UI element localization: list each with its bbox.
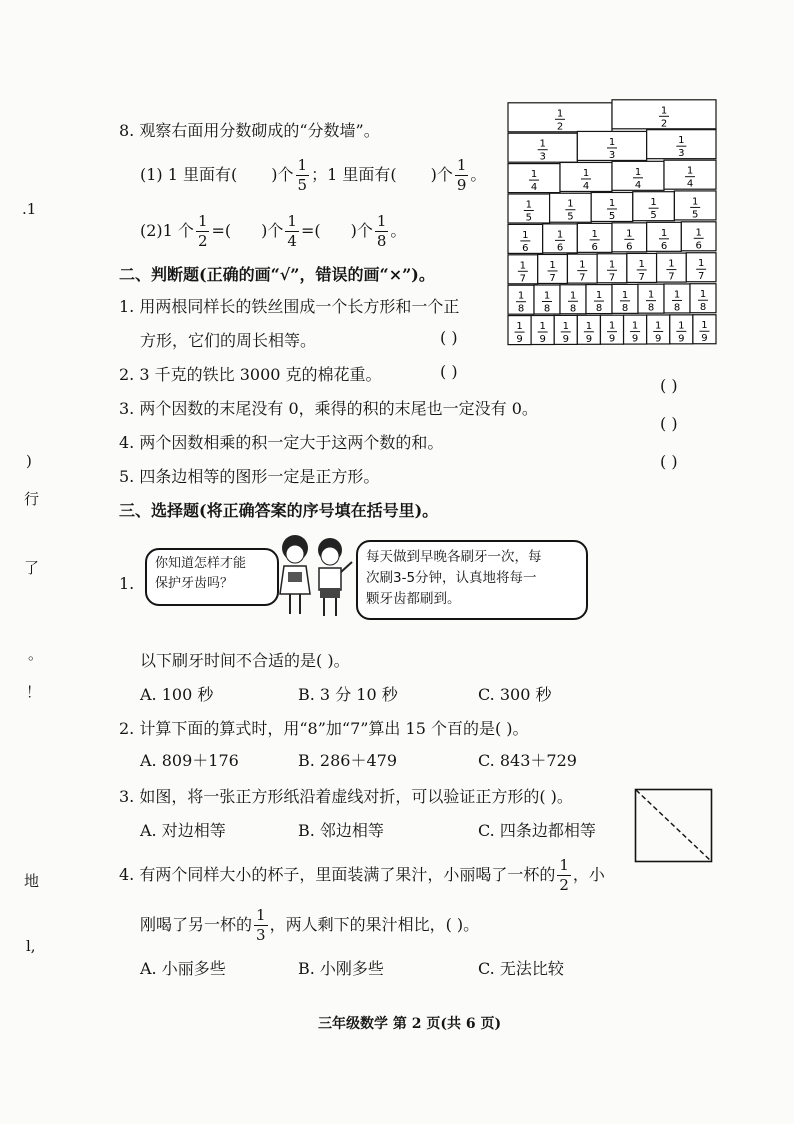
wall-row xyxy=(508,100,716,133)
q4-text: ，小 xyxy=(572,865,605,884)
wall-numerator: 1 xyxy=(608,259,616,271)
wall-numerator: 1 xyxy=(569,290,577,302)
wall-row xyxy=(508,284,716,315)
wall-denominator: 9 xyxy=(631,333,639,345)
q4-text: ，两人剩下的果汁相比，( )。 xyxy=(269,915,480,934)
wall-denominator: 7 xyxy=(697,271,705,283)
kids-illustration xyxy=(268,532,360,620)
wall-numerator: 1 xyxy=(539,320,546,332)
wall-denominator: 5 xyxy=(650,210,657,222)
margin-mark: .1 xyxy=(22,200,37,218)
wall-denominator: 7 xyxy=(549,272,556,284)
wall-numerator: 1 xyxy=(660,227,668,239)
wall-numerator: 1 xyxy=(626,228,633,240)
wall-denominator: 5 xyxy=(608,210,616,222)
margin-mark: ！ xyxy=(26,683,42,701)
fraction: $\frac{1}{8}$ xyxy=(376,212,387,250)
q1-number: 1. xyxy=(119,574,135,593)
q8-p1-text: ；1 里面有( xyxy=(311,165,397,184)
option-b[interactable]: B. 286＋479 xyxy=(298,751,398,770)
wall-row xyxy=(508,160,716,193)
wall-numerator: 1 xyxy=(591,228,598,240)
fraction: $\frac{1}{2}$ xyxy=(559,856,569,894)
answer-paren[interactable]: ( ) xyxy=(660,414,678,433)
fraction: $\frac{1}{4}$ xyxy=(287,212,297,250)
wall-numerator: 1 xyxy=(585,320,593,332)
wall-denominator: 4 xyxy=(530,182,538,194)
wall-numerator: 1 xyxy=(582,167,590,179)
wall-denominator: 6 xyxy=(626,241,633,253)
wall-denominator: 4 xyxy=(582,180,590,192)
judge-item-1-cont: 方形，它们的周长相等。 xyxy=(140,331,317,350)
wall-numerator: 1 xyxy=(543,290,551,302)
q2-stem: 2. 计算下面的算式时，用“8”加“7”算出 15 个百的是( )。 xyxy=(119,719,529,738)
wall-row xyxy=(508,253,716,285)
wall-numerator: 1 xyxy=(562,320,569,332)
wall-numerator: 1 xyxy=(567,198,574,210)
wall-numerator: 1 xyxy=(522,229,529,241)
q4-line2 xyxy=(140,908,479,943)
fraction: $\frac{1}{9}$ xyxy=(456,156,467,194)
speech-bubble-right xyxy=(356,540,588,620)
wall-denominator: 2 xyxy=(556,121,564,133)
wall-numerator: 1 xyxy=(539,138,546,150)
wall-denominator: 4 xyxy=(634,179,642,191)
wall-denominator: 8 xyxy=(517,303,525,315)
option-a[interactable]: A. 对边相等 xyxy=(140,821,226,840)
fraction: $\frac{1}{5}$ xyxy=(297,156,308,194)
wall-denominator: 8 xyxy=(699,302,707,314)
wall-denominator: 9 xyxy=(585,333,593,345)
wall-denominator: 6 xyxy=(660,240,668,252)
wall-denominator: 6 xyxy=(695,240,702,252)
wall-denominator: 3 xyxy=(608,149,616,161)
wall-numerator: 1 xyxy=(519,260,527,272)
wall-denominator: 6 xyxy=(591,241,598,253)
wall-denominator: 6 xyxy=(522,242,529,254)
wall-denominator: 4 xyxy=(686,178,694,190)
fraction: $\frac{1}{2}$ xyxy=(197,212,208,250)
bubble-line: 次刷3-5分钟，认真地将每一 xyxy=(366,570,537,586)
wall-numerator: 1 xyxy=(517,290,525,302)
wall-row xyxy=(508,130,716,163)
wall-numerator: 1 xyxy=(695,227,702,239)
wall-denominator: 3 xyxy=(678,148,685,160)
wall-numerator: 1 xyxy=(608,197,616,209)
wall-denominator: 2 xyxy=(660,118,668,130)
wall-numerator: 1 xyxy=(678,320,685,332)
q4-text: 4. 有两个同样大小的杯子，里面装满了果汁，小丽喝了一杯的 xyxy=(119,865,556,884)
bubble-line: 保护牙齿吗？ xyxy=(155,576,234,591)
wall-numerator: 1 xyxy=(608,320,616,332)
wall-denominator: 9 xyxy=(562,333,569,345)
wall-numerator: 1 xyxy=(634,166,642,178)
page-footer: 三年级数学 第 2 页(共 6 页) xyxy=(318,1016,502,1032)
wall-numerator: 1 xyxy=(621,289,629,301)
judge-item-1: 1. 用两根同样长的铁丝围成一个长方形和一个正 xyxy=(119,297,460,316)
wall-denominator: 8 xyxy=(673,302,681,314)
wall-row xyxy=(508,315,716,345)
q8-p2-text: )个 xyxy=(261,221,284,240)
wall-numerator: 1 xyxy=(525,199,532,211)
wall-numerator: 1 xyxy=(650,197,657,209)
wall-numerator: 1 xyxy=(678,135,685,147)
wall-numerator: 1 xyxy=(647,289,655,301)
answer-paren[interactable]: ( ) xyxy=(660,452,678,471)
option-b[interactable]: B. 邻边相等 xyxy=(298,821,384,840)
wall-numerator: 1 xyxy=(686,165,694,177)
q1-stem: 以下刷牙时间不合适的是( )。 xyxy=(140,651,350,670)
wall-numerator: 1 xyxy=(668,258,675,270)
wall-row xyxy=(508,222,716,254)
wall-denominator: 8 xyxy=(647,302,655,314)
q4-text: 刚喝了另一杯的 xyxy=(140,915,253,934)
judge-item-2: 2. 3 千克的铁比 3000 克的棉花重。 xyxy=(119,365,382,384)
wall-numerator: 1 xyxy=(638,258,645,270)
option-b[interactable]: B. 小刚多些 xyxy=(298,959,384,978)
wall-numerator: 1 xyxy=(655,320,662,332)
option-c[interactable]: C. 843＋729 xyxy=(478,751,577,770)
wall-denominator: 7 xyxy=(668,271,675,283)
option-a[interactable]: A. 809＋176 xyxy=(140,751,239,770)
wall-row xyxy=(508,191,716,224)
answer-paren[interactable]: ( ) xyxy=(440,328,458,347)
section2-title: 二、判断题(正确的画“√”，错误的画“×”)。 xyxy=(119,265,435,284)
q8-part1 xyxy=(140,158,486,193)
wall-numerator: 1 xyxy=(660,105,668,117)
wall-denominator: 8 xyxy=(543,303,551,315)
q8-part2 xyxy=(140,214,406,249)
q4-line1 xyxy=(119,858,605,893)
wall-numerator: 1 xyxy=(701,320,708,332)
wall-denominator: 9 xyxy=(516,334,523,346)
answer-paren[interactable]: ( ) xyxy=(660,376,678,395)
period: 。 xyxy=(470,165,487,184)
wall-numerator: 1 xyxy=(556,229,564,241)
wall-denominator: 7 xyxy=(579,272,586,284)
wall-denominator: 5 xyxy=(692,209,699,221)
wall-numerator: 1 xyxy=(556,108,564,120)
wall-denominator: 9 xyxy=(701,333,708,345)
bubble-line: 颗牙齿都刷到。 xyxy=(366,591,461,607)
wall-numerator: 1 xyxy=(699,289,707,301)
margin-mark: 了 xyxy=(24,559,40,577)
wall-numerator: 1 xyxy=(673,289,681,301)
q8-p1-text: (1) 1 里面有( xyxy=(140,165,238,184)
option-c[interactable]: C. 无法比较 xyxy=(478,959,564,978)
wall-denominator: 5 xyxy=(567,211,574,223)
q8-p1-text: )个 xyxy=(271,165,294,184)
q8-p1-text: )个 xyxy=(430,165,453,184)
wall-numerator: 1 xyxy=(631,320,639,332)
wall-numerator: 1 xyxy=(595,290,603,302)
wall-denominator: 7 xyxy=(519,273,527,285)
option-a[interactable]: A. 100 秒 xyxy=(140,685,214,704)
speech-bubble-left xyxy=(145,548,279,606)
wall-numerator: 1 xyxy=(530,169,538,181)
margin-mark: ) xyxy=(26,452,32,470)
answer-paren[interactable]: ( ) xyxy=(440,362,458,381)
wall-numerator: 1 xyxy=(579,259,586,271)
wall-denominator: 7 xyxy=(608,272,616,284)
wall-numerator: 1 xyxy=(516,321,523,333)
q8-p2-text: )个 xyxy=(350,221,373,240)
wall-denominator: 8 xyxy=(621,302,629,314)
wall-denominator: 9 xyxy=(678,333,685,345)
wall-denominator: 3 xyxy=(539,151,546,163)
fraction: $\frac{1}{3}$ xyxy=(256,906,266,944)
wall-denominator: 6 xyxy=(556,242,564,254)
margin-mark: 地 xyxy=(24,872,40,890)
section3-title: 三、选择题(将正确答案的序号填在括号里)。 xyxy=(119,501,439,520)
wall-denominator: 9 xyxy=(655,333,662,345)
margin-mark: 。 xyxy=(28,645,44,663)
wall-denominator: 7 xyxy=(638,271,645,283)
q3-stem: 3. 如图，将一张正方形纸沿着虚线对折，可以验证正方形的( )。 xyxy=(119,787,573,806)
wall-denominator: 9 xyxy=(539,333,546,345)
option-c[interactable]: C. 四条边都相等 xyxy=(478,821,596,840)
option-a[interactable]: A. 小丽多些 xyxy=(140,959,226,978)
judge-item-5: 5. 四条边相等的图形一定是正方形。 xyxy=(119,467,380,486)
wall-numerator: 1 xyxy=(697,258,705,270)
option-c[interactable]: C. 300 秒 xyxy=(478,685,552,704)
judge-item-3: 3. 两个因数的末尾没有 0，乘得的积的末尾也一定没有 0。 xyxy=(119,399,538,418)
wall-denominator: 8 xyxy=(595,303,603,315)
bubble-line: 每天做到早晚各刷牙一次，每 xyxy=(366,549,542,565)
period: 。 xyxy=(390,221,407,240)
fraction-wall xyxy=(505,84,719,362)
wall-denominator: 8 xyxy=(569,303,577,315)
q8-p2-text: =( xyxy=(211,221,232,240)
wall-numerator: 1 xyxy=(549,259,556,271)
wall-denominator: 5 xyxy=(525,212,532,224)
wall-numerator: 1 xyxy=(692,196,699,208)
q8-stem: 8. 观察右面用分数砌成的“分数墙”。 xyxy=(119,121,380,140)
judge-item-4: 4. 两个因数相乘的积一定大于这两个数的和。 xyxy=(119,433,444,452)
margin-mark: l, xyxy=(26,937,36,955)
wall-numerator: 1 xyxy=(608,136,616,148)
q8-p2-text: =( xyxy=(300,221,321,240)
q8-p2-text: (2)1 个 xyxy=(140,221,194,240)
square-fold-figure xyxy=(634,788,714,864)
bubble-line: 你知道怎样才能 xyxy=(155,556,247,571)
margin-mark: 行 xyxy=(24,490,40,508)
option-b[interactable]: B. 3 分 10 秒 xyxy=(298,685,398,704)
wall-denominator: 9 xyxy=(608,333,616,345)
